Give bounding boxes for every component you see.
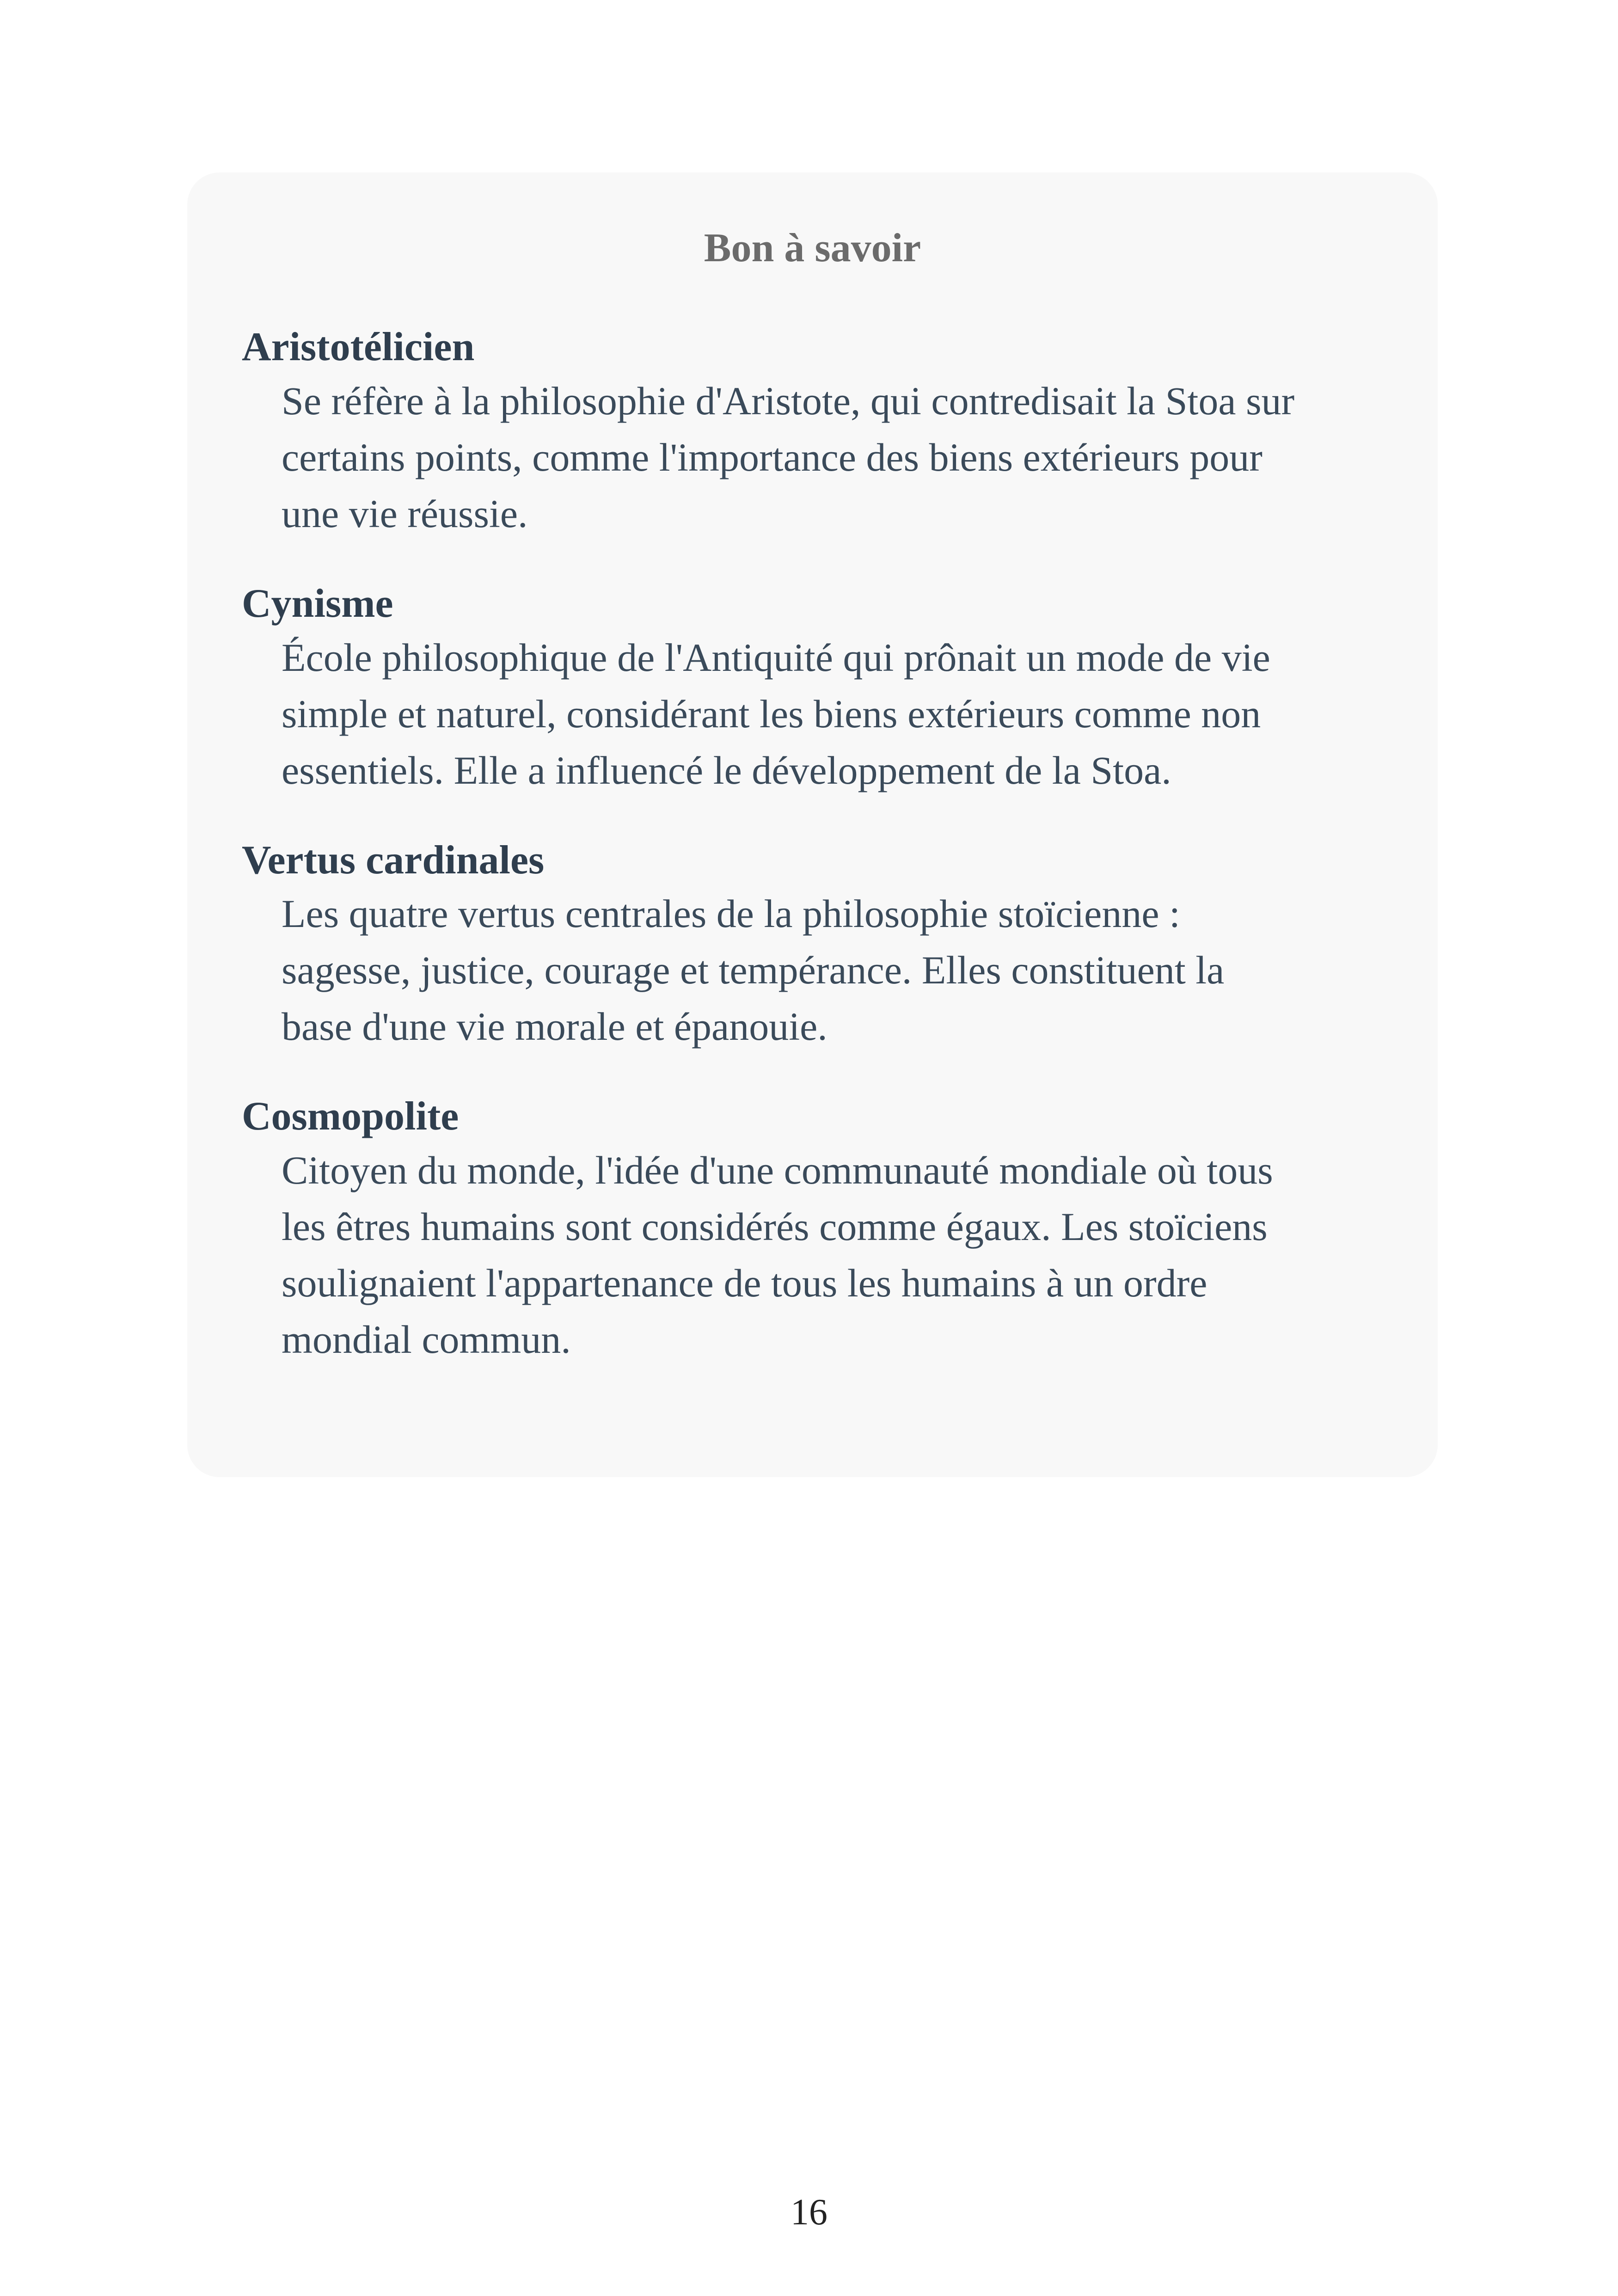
glossary-entry-cosmopolite bbox=[242, 1094, 1391, 1368]
glossary-definition: Les quatre vertus centrales de la philosophie stoïcienne : sagesse, justice, courage et tempérance. Elles constituent la base d'une vie morale et épanouie. bbox=[282, 891, 1225, 1049]
glossary-definition: École philosophique de l'Antiquité qui prônait un mode de vie simple et naturel, considérant les biens extérieurs comme non essentiels. Elle a influencé le développement de la Stoa. bbox=[282, 635, 1270, 792]
box-title: Bon à savoir bbox=[704, 226, 921, 270]
page-number: 16 bbox=[791, 2192, 827, 2233]
glossary-term: Cosmopolite bbox=[242, 1094, 459, 1139]
glossary-term: Aristotélicien bbox=[242, 325, 475, 369]
glossary-term: Cynisme bbox=[242, 581, 393, 626]
glossary-entry-aristotelicien bbox=[242, 325, 1391, 542]
glossary-entry-cynisme bbox=[242, 582, 1391, 798]
glossary-definition: Se réfère à la philosophie d'Aristote, qui contredisait la Stoa sur certains points, comme l'importance des biens extérieurs pour une vie réussie. bbox=[282, 378, 1295, 536]
glossary-list bbox=[242, 325, 1391, 1407]
glossary-entry-vertus-cardinales bbox=[242, 838, 1391, 1055]
glossary-term: Vertus cardinales bbox=[242, 837, 545, 883]
glossary-definition: Citoyen du monde, l'idée d'une communauté mondiale où tous les êtres humains sont considérés comme égaux. Les stoïciens soulignaient l'appartenance de tous les humains à un ordre mondial commun. bbox=[282, 1148, 1273, 1362]
info-box bbox=[187, 172, 1438, 1477]
